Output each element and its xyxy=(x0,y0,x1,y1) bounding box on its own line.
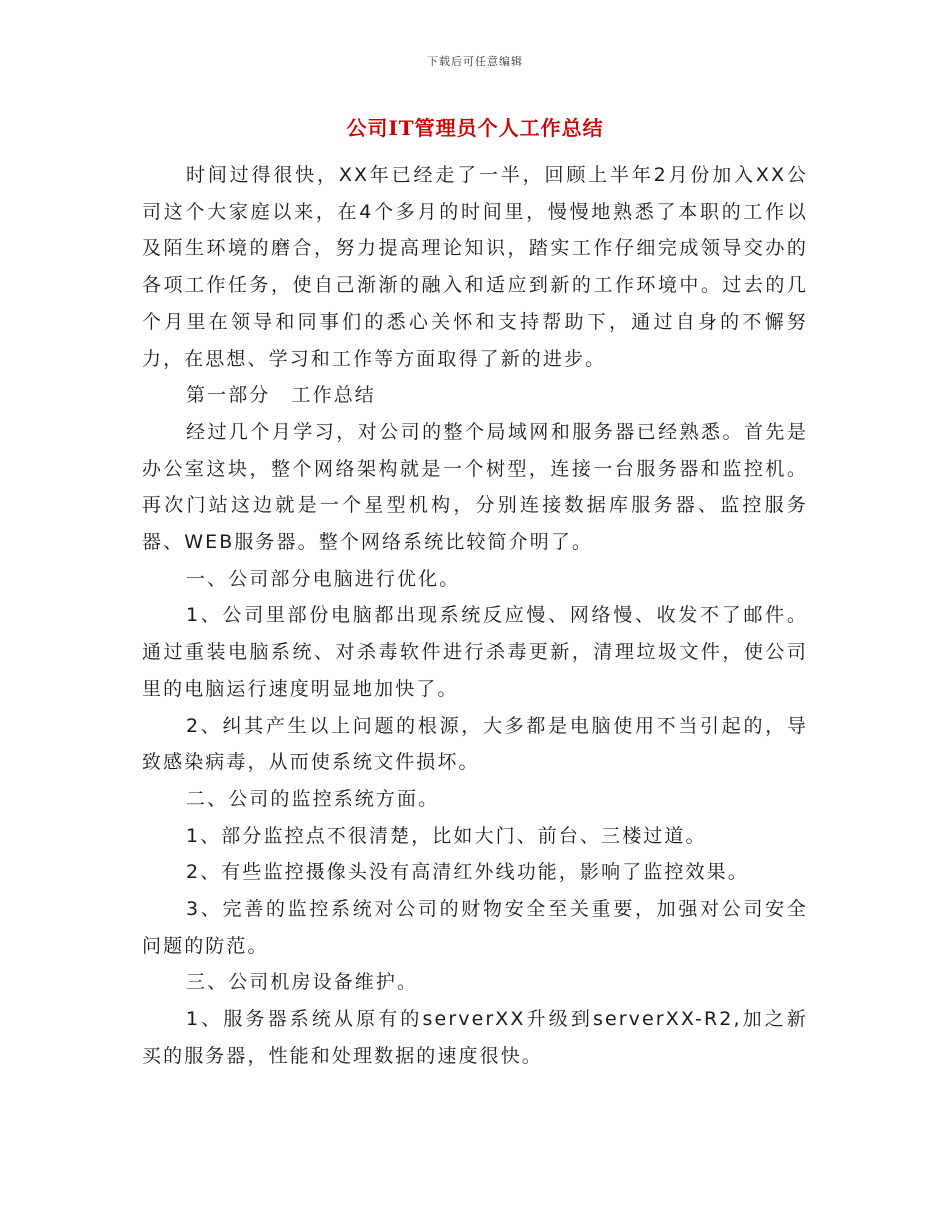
paragraph-pc-item-2: 2、纠其产生以上问题的根源，大多都是电脑使用不当引起的，导致感染病毒，从而使系统文件损坏。 xyxy=(142,714,808,774)
paragraph-server-item-1: 1、服务器系统从原有的serverXX升级到serverXX-R2,加之新买的服务器，性能和处理数据的速度很快。 xyxy=(142,1008,808,1067)
section-heading-monitoring: 二、公司的监控系统方面。 xyxy=(186,787,440,810)
header-note: 下载后可任意编辑 xyxy=(427,55,523,68)
paragraph-intro: 时间过得很快，XX年已经走了一半，回顾上半年2月份加入XX公司这个大家庭以来，在4个多月的时间里，慢慢地熟悉了本职的工作以及陌生环境的磨合，努力提高理论知识，踏实工作仔细完成领导交办的各项工作任务，使自己渐渐的融入和适应到新的工作环境中。过去的几个月里在领导和同事们的悉心关怀和支持帮助下，通过自身的不懈努力，在思想、学习和工作等方面取得了新的进步。 xyxy=(142,164,808,370)
paragraph-network-overview: 经过几个月学习，对公司的整个局域网和服务器已经熟悉。首先是办公室这块，整个网络架构就是一个树型，连接一台服务器和监控机。再次门站这边就是一个星型机构，分别连接数据库服务器、监控服务器、WEB服务器。整个网络系统比较简介明了。 xyxy=(142,420,808,554)
paragraph-monitoring-item-3: 3、完善的监控系统对公司的财物安全至关重要，加强对公司安全问题的防范。 xyxy=(142,898,808,957)
paragraph-monitoring-item-2: 2、有些监控摄像头没有高清红外线功能，影响了监控效果。 xyxy=(186,861,749,884)
paragraph-monitoring-item-1: 1、部分监控点不很清楚，比如大门、前台、三楼过道。 xyxy=(186,824,707,847)
document-title: 公司IT管理员个人工作总结 xyxy=(346,116,604,140)
document-body xyxy=(142,157,808,1075)
section-heading-server-room: 三、公司机房设备维护。 xyxy=(186,971,419,994)
paragraph-pc-item-1: 1、公司里部份电脑都出现系统反应慢、网络慢、收发不了邮件。通过重装电脑系统、对杀毒软件进行杀毒更新，清理垃圾文件，使公司里的电脑运行速度明显地加快了。 xyxy=(142,604,808,700)
section-heading-part-one: 第一部分 工作总结 xyxy=(186,384,376,407)
section-heading-pc-optimization: 一、公司部分电脑进行优化。 xyxy=(186,567,461,590)
